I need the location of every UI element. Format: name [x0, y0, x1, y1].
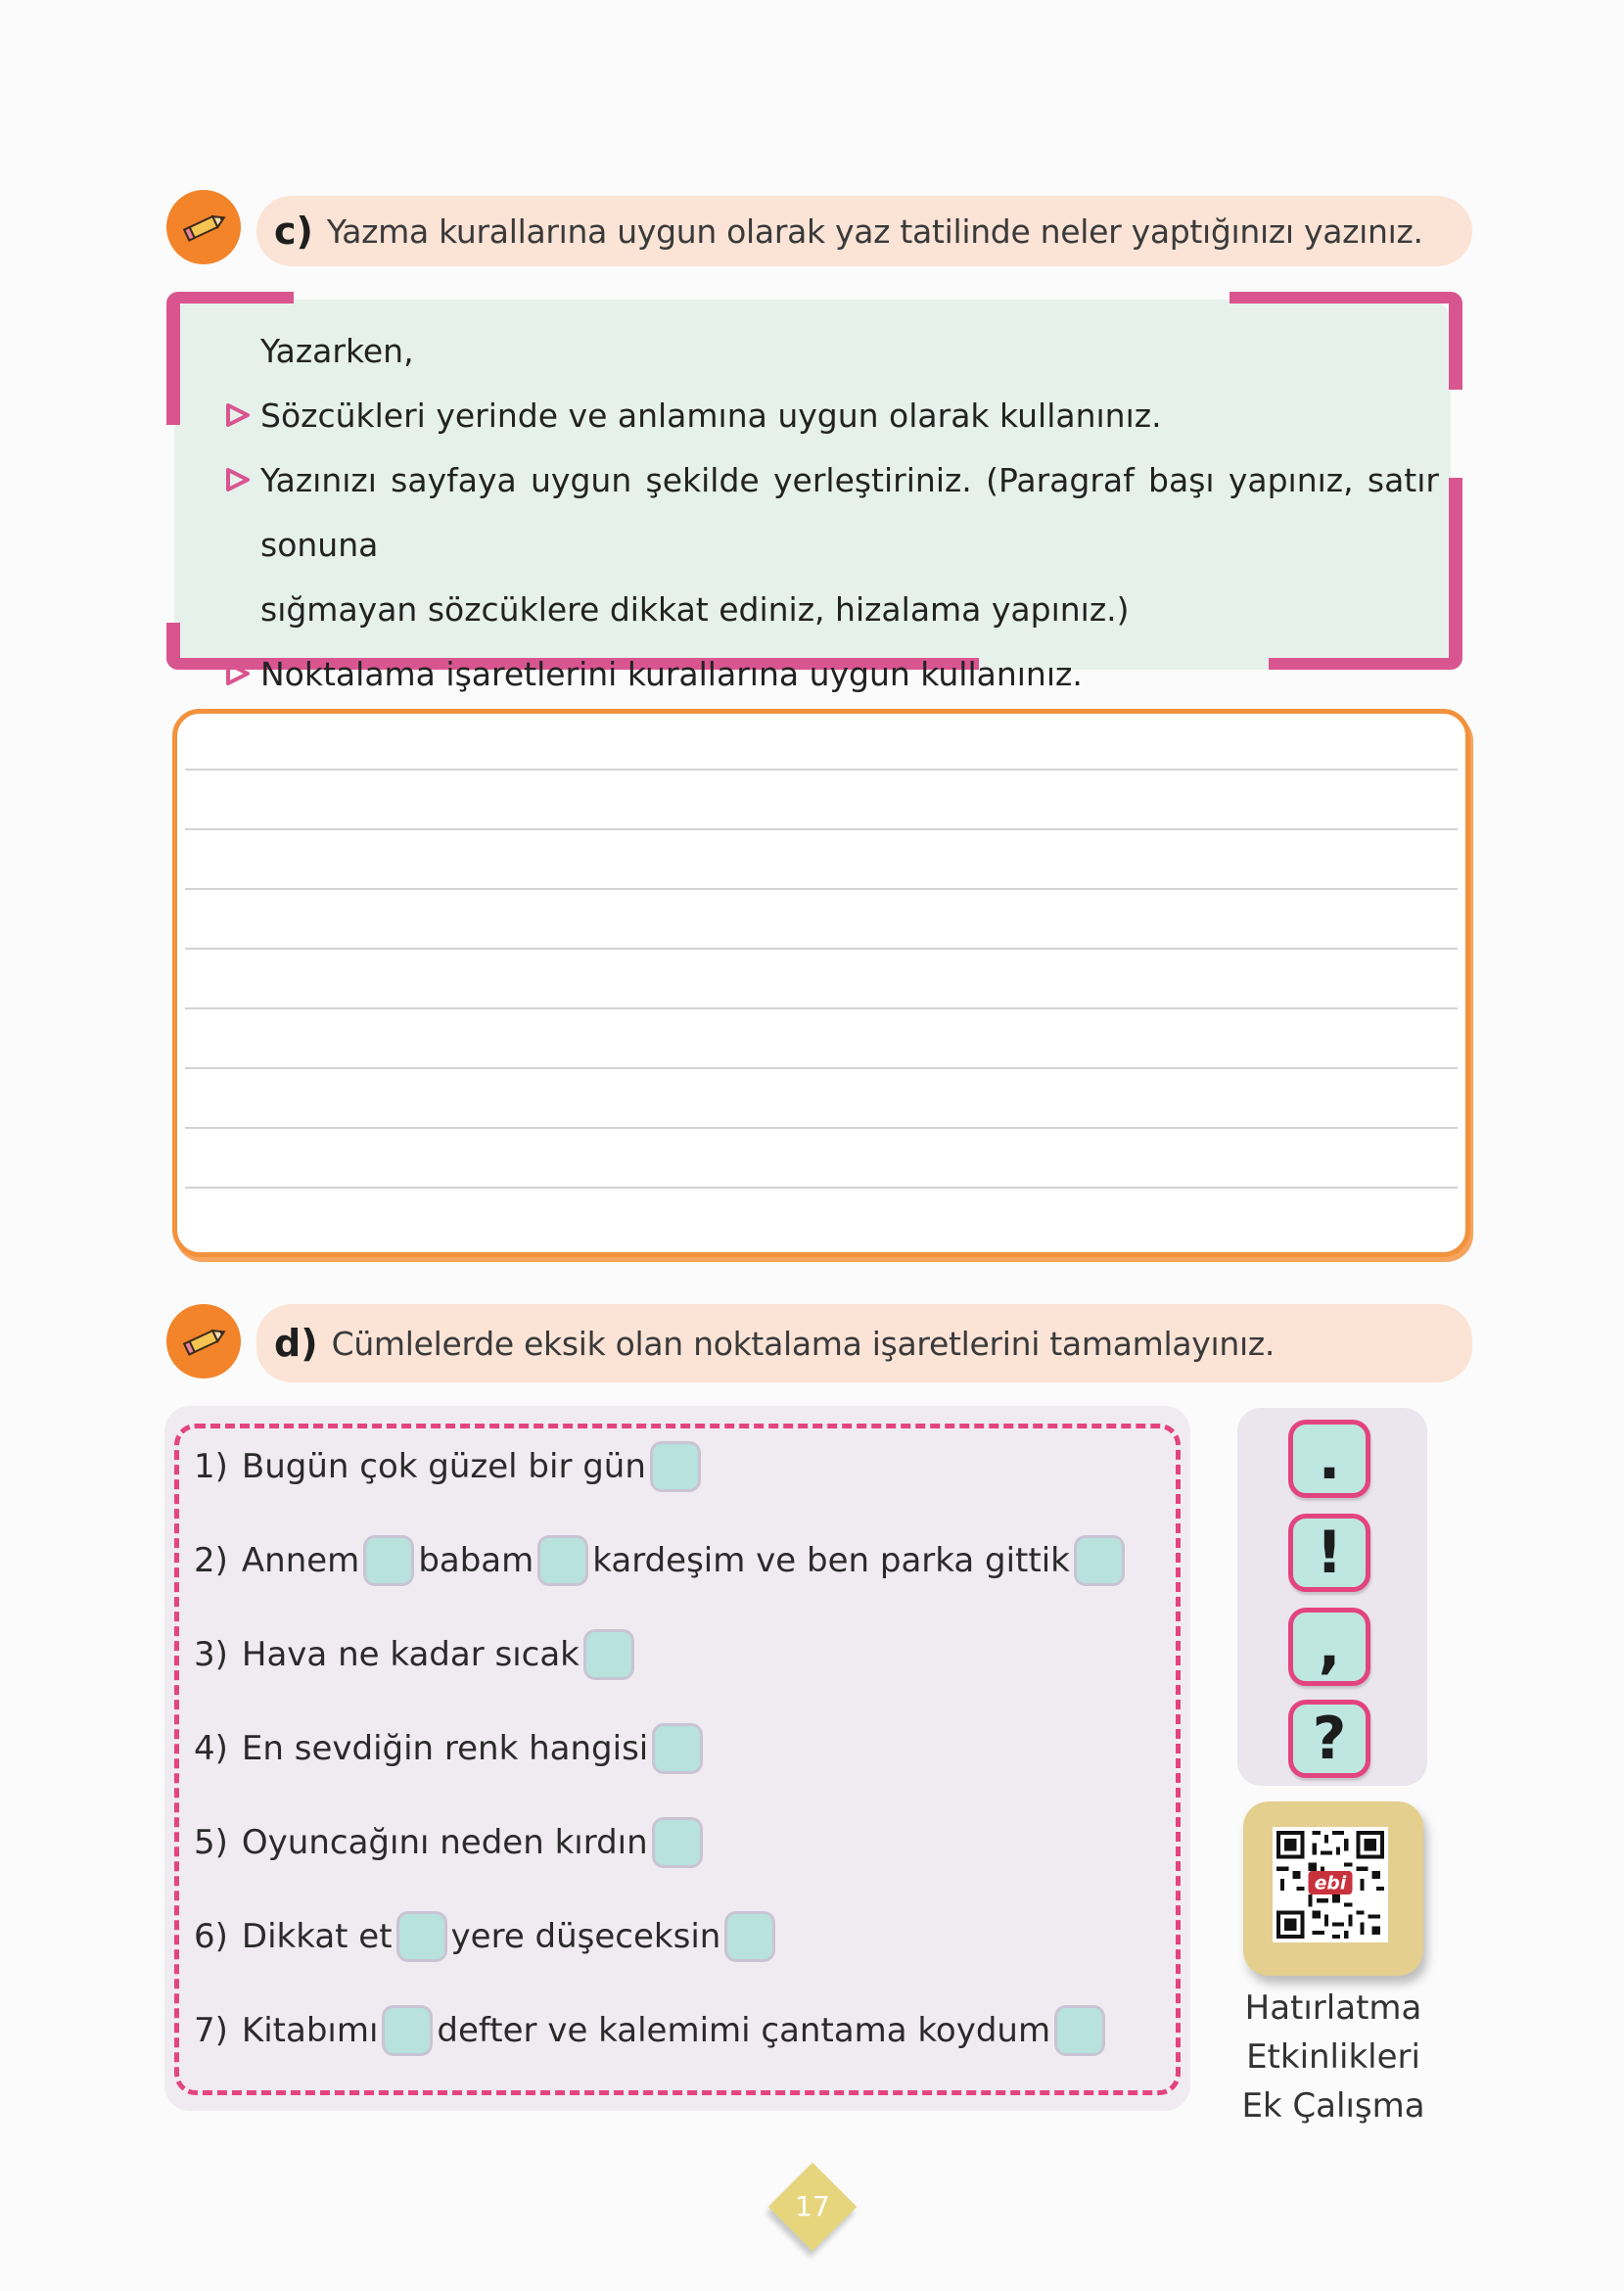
triangle-bullet-icon	[225, 403, 251, 427]
qr-caption-line: Etkinlikleri	[1246, 2037, 1420, 2077]
punctuation-slot[interactable]	[396, 1911, 447, 1962]
punctuation-slot[interactable]	[537, 1535, 588, 1586]
qr-code-card[interactable]	[1243, 1801, 1423, 1976]
sentence-number: 2)	[194, 1541, 228, 1580]
rule-text: Noktalama işaretlerini kurallarına uygun kullanınız.	[260, 655, 1083, 693]
frame-accent	[166, 292, 180, 425]
rules-intro: Yazarken,	[260, 332, 414, 370]
sentence-item	[194, 1625, 1173, 1684]
qr-caption	[1210, 1984, 1457, 2130]
rule-item	[225, 384, 1439, 448]
qr-caption-line: Ek Çalışma	[1241, 2086, 1425, 2126]
punctuation-slot[interactable]	[652, 1817, 703, 1868]
rule-text-continued: sığmayan sözcüklere dikkat ediniz, hizalama yapınız.)	[260, 590, 1130, 629]
sentence-number: 3)	[194, 1635, 228, 1674]
writing-line	[185, 888, 1458, 890]
pencil-icon	[166, 1304, 241, 1379]
sentence-text: kardeşim ve ben parka gittik	[592, 1541, 1070, 1580]
sentence-item	[194, 1719, 1173, 1778]
sentence-text: Kitabımı	[241, 2011, 379, 2050]
frame-accent	[1449, 478, 1462, 668]
sentence-item	[194, 1531, 1173, 1590]
writing-line	[185, 948, 1458, 950]
page-number: 17	[795, 2190, 830, 2222]
sentence-number: 7)	[194, 2011, 228, 2050]
task-instruction: Cümlelerde eksik olan noktalama işaretlerini tamamlayınız.	[331, 1324, 1276, 1363]
sentence-text: Bugün çok güzel bir gün	[241, 1447, 646, 1486]
sentence-item	[194, 2001, 1173, 2060]
task-letter: c)	[274, 210, 313, 253]
sentence-item	[194, 1907, 1173, 1966]
punctuation-slot[interactable]	[1054, 2005, 1105, 2056]
sentence-text: Hava ne kadar sıcak	[241, 1635, 580, 1674]
rule-item	[225, 448, 1439, 578]
writing-line	[185, 1007, 1458, 1009]
sentence-text: babam	[418, 1541, 534, 1580]
frame-accent	[166, 292, 294, 304]
sentence-number: 5)	[194, 1823, 228, 1862]
writing-line	[185, 828, 1458, 830]
comma-key[interactable]: ,	[1288, 1608, 1370, 1686]
punctuation-slot[interactable]	[650, 1441, 701, 1492]
punctuation-slot[interactable]	[652, 1723, 703, 1774]
task-d-instruction-bar	[256, 1304, 1472, 1382]
task-c-instruction-bar	[256, 196, 1472, 266]
pencil-icon	[166, 190, 241, 264]
sentence-text: Dikkat et	[241, 1917, 393, 1956]
sentence-item	[194, 1813, 1173, 1872]
writing-rules-list	[225, 319, 1439, 707]
writing-line	[185, 1067, 1458, 1069]
rule-text: Yazınızı sayfaya uygun şekilde yerleştiriniz. (Paragraf başı yapınız, satır sonuna	[260, 461, 1439, 564]
writing-line	[185, 1187, 1458, 1189]
sentence-number: 6)	[194, 1917, 228, 1956]
sentence-text: yere düşeceksin	[450, 1917, 721, 1956]
qr-code[interactable]	[1273, 1827, 1388, 1942]
sentence-text: defter ve kalemimi çantama koydum	[437, 2011, 1051, 2050]
sentence-text: En sevdiğin renk hangisi	[241, 1729, 649, 1768]
triangle-bullet-icon	[225, 662, 251, 685]
punctuation-slot[interactable]	[724, 1911, 775, 1962]
exclamation-key[interactable]: !	[1288, 1514, 1370, 1592]
task-instruction: Yazma kurallarına uygun olarak yaz tatilinde neler yaptığınızı yazınız.	[326, 211, 1423, 251]
sentence-number: 1)	[194, 1447, 228, 1486]
punctuation-slot[interactable]	[1074, 1535, 1125, 1586]
triangle-bullet-icon	[225, 468, 251, 491]
sentence-number: 4)	[194, 1729, 228, 1768]
sentence-list	[194, 1437, 1173, 2060]
punctuation-slot[interactable]	[583, 1629, 634, 1680]
period-key[interactable]: .	[1288, 1420, 1370, 1498]
writing-line	[185, 769, 1458, 771]
task-letter: d)	[274, 1322, 318, 1365]
writing-line	[185, 1127, 1458, 1129]
qr-code-icon	[1273, 1827, 1388, 1942]
punctuation-slot[interactable]	[382, 2005, 433, 2056]
sentence-item	[194, 1437, 1173, 1496]
question-mark-key[interactable]: ?	[1288, 1700, 1370, 1778]
sentence-text: Annem	[241, 1541, 360, 1580]
rule-text: Sözcükleri yerinde ve anlamına uygun olarak kullanınız.	[260, 397, 1162, 435]
sentence-text: Oyuncağını neden kırdın	[241, 1823, 648, 1862]
qr-logo-text: ebi	[1314, 1873, 1347, 1894]
frame-accent	[1449, 292, 1462, 390]
page-number-badge	[768, 2163, 858, 2252]
rule-item	[225, 642, 1439, 707]
qr-caption-line: Hatırlatma	[1244, 1988, 1422, 2028]
frame-accent	[1230, 292, 1459, 304]
punctuation-slot[interactable]	[363, 1535, 414, 1586]
writing-area[interactable]	[172, 709, 1470, 1257]
